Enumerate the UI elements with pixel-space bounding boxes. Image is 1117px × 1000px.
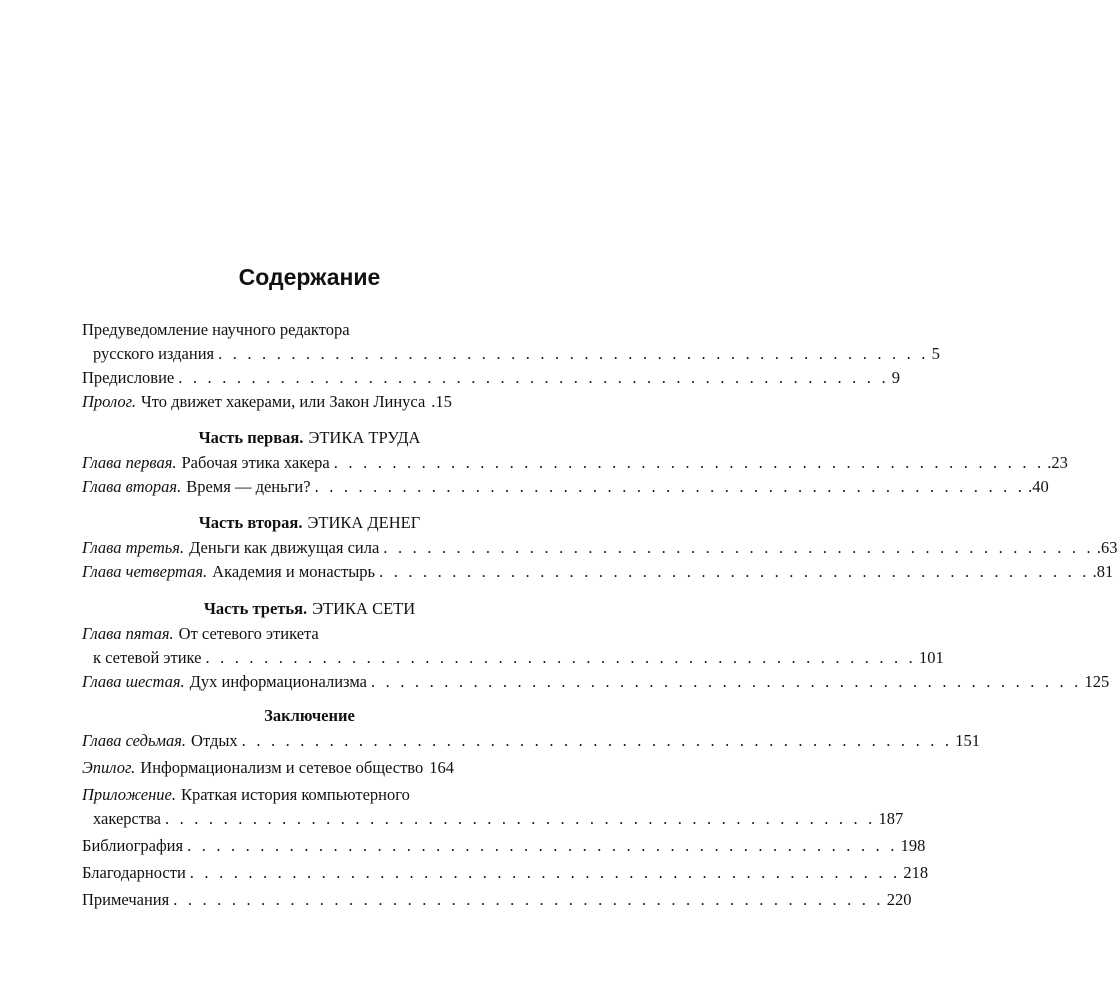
toc-entry-text: Рабочая этика хакера (181, 453, 330, 472)
toc-leader-dots: . . . . . . . . . . . . . . . . . . . . . . . . . . . . . . . . . . . . . . . . . . . . . . . . . (241, 731, 953, 750)
toc-entry-bibliography (82, 834, 926, 858)
toc-entry-text: хакерства (93, 809, 161, 828)
toc-entry-appendix (82, 783, 513, 807)
toc-page-number: .63 (1096, 538, 1117, 557)
toc-page-number: 164 (429, 758, 454, 777)
part-name: ЭТИКА ДЕНЕГ (307, 513, 421, 532)
toc-entry-editor-note-cont (93, 342, 940, 366)
toc-leader-dots: . . . . . . . . . . . . . . . . . . . . . . . . . . . . . . . . . . . . . . . . . . . . . . . . . (314, 477, 1026, 496)
toc-entry-prefix: Глава пятая. (82, 624, 174, 643)
toc-entry-chapter-2 (82, 475, 1049, 499)
part-heading-three (0, 597, 619, 621)
toc-leader-dots: . . . . . . . . . . . . . . . . . . . . . . . . . . . . . . . . . . . . . . . . . . . . . . . . . (383, 538, 1094, 557)
toc-entry-text: Что движет хакерами, или Закон Линуса (141, 392, 426, 411)
toc-entry-editor-note (82, 318, 513, 342)
toc-entry-chapter-5-cont (93, 646, 944, 670)
part-label: Часть вторая. (198, 513, 303, 532)
toc-leader-dots: . . . . . . . . . . . . . . . . . . . . . . . . . . . . . . . . . . . . . . . . . . . . . . . . . (173, 890, 884, 909)
part-label: Часть первая. (198, 428, 304, 447)
toc-entry-text: Деньги как движущая сила (189, 538, 380, 557)
toc-leader-dots: . . . . . . . . . . . . . . . . . . . . . . . . . . . . . . . . . . . . . . . . . . . . . . . . . (333, 453, 1045, 472)
toc-entry-chapter-3 (82, 536, 1117, 560)
toc-entry-text: Информационализм и сетевое общество (140, 758, 424, 777)
toc-page-number: .81 (1092, 562, 1114, 581)
toc-leader-dots: . . . . . . . . . . . . . . . . . . . . . . . . . . . . . . . . . . . . . . . . . . . . . . . . . (178, 368, 889, 387)
toc-entry-appendix-cont (93, 807, 904, 831)
toc-entry-prefix: Глава вторая. (82, 477, 182, 496)
toc-entry-notes (82, 888, 912, 912)
toc-entry-chapter-7 (82, 729, 980, 753)
toc-entry-prefix: Глава седьмая. (82, 731, 187, 750)
part-heading-two (0, 511, 619, 535)
toc-page-number: 5 (931, 344, 940, 363)
toc-leader-dots: . . . . . . . . . . . . . . . . . . . . . . . . . . . . . . . . . . . . . . . . . . . . . . . . . (187, 836, 898, 855)
toc-entry-chapter-1 (82, 451, 1068, 475)
toc-entry-text: Дух информационализма (189, 672, 367, 691)
toc-entry-text: Отдых (191, 731, 238, 750)
toc-entry-text: От сетевого этикета (178, 624, 319, 643)
toc-entry-prefix: Глава первая. (82, 453, 177, 472)
toc-page-number: 151 (955, 731, 980, 750)
toc-entry-text: Краткая история компьютерного (181, 785, 410, 804)
toc-entry-text: русского издания (93, 344, 215, 363)
page-title: Содержание (238, 264, 381, 290)
toc-entry-text: Время — деньги? (186, 477, 311, 496)
toc-entry-text: Библиография (82, 836, 184, 855)
toc-page-number: 101 (919, 648, 944, 667)
toc-entry-prefix: Глава шестая. (82, 672, 185, 691)
toc-entry-prefix: Эпилог. (82, 758, 136, 777)
toc-page-number: 187 (878, 809, 904, 828)
toc-leader-dots: . . . . . . . . . . . . . . . . . . . . . . . . . . . . . . . . . . . . . . . . . . . . . . . . . (164, 809, 876, 828)
toc-entry-prefix: Приложение. (82, 785, 176, 804)
toc-entry-prologue (82, 390, 513, 414)
part-label: Часть третья. (203, 599, 308, 618)
toc-entry-epilogue (82, 756, 513, 780)
toc-entry-prefix: Пролог. (82, 392, 136, 411)
part-heading-one (0, 426, 619, 450)
toc-page-number: .40 (1028, 477, 1049, 496)
toc-entry-text: Примечания (82, 890, 170, 909)
toc-page-number: .15 (431, 392, 452, 411)
toc-leader-dots: . . . . . . . . . . . . . . . . . . . . . . . . . . . . . . . . . . . . . . . . . . . . . . . . . (189, 863, 901, 882)
toc-leader-dots: . . . . . . . . . . . . . . . . . . . . . . . . . . . . . . . . . . . . . . . . . . . . . . . . . (370, 672, 1082, 691)
toc-entry-preface (82, 366, 901, 390)
toc-entry-acknowledgments (82, 861, 929, 885)
toc-page-number: 9 (891, 368, 901, 387)
toc-page-number: 220 (886, 890, 912, 909)
toc-entry-text: к сетевой этике (93, 648, 202, 667)
toc-entry-text: Предуведомление научного редактора (82, 320, 350, 339)
toc-entry-chapter-5 (82, 622, 513, 646)
part-name: ЭТИКА СЕТИ (312, 599, 416, 618)
toc-page-number: 218 (903, 863, 929, 882)
toc-entry-chapter-6 (82, 670, 1110, 694)
toc-entry-text: Благодарности (82, 863, 186, 882)
toc-entry-text: Предисловие (82, 368, 175, 387)
toc-entry-prefix: Глава третья. (82, 538, 185, 557)
toc-entry-prefix: Глава четвертая. (82, 562, 208, 581)
toc-entry-chapter-4 (82, 560, 1114, 584)
toc-page-number: 198 (900, 836, 926, 855)
toc-page-number: .23 (1047, 453, 1068, 472)
toc-page-number: 125 (1084, 672, 1110, 691)
part-label: Заключение (264, 706, 355, 725)
part-name: ЭТИКА ТРУДА (308, 428, 421, 447)
toc-leader-dots: . . . . . . . . . . . . . . . . . . . . . . . . . . . . . . . . . . . . . . . . . . . . . . . . . (205, 648, 916, 667)
toc-leader-dots: . . . . . . . . . . . . . . . . . . . . . . . . . . . . . . . . . . . . . . . . . . . . . . . . . (218, 344, 929, 363)
toc-entry-text: Академия и монастырь (212, 562, 376, 581)
toc-leader-dots: . . . . . . . . . . . . . . . . . . . . . . . . . . . . . . . . . . . . . . . . . . . . . . . . . (379, 562, 1090, 581)
part-heading-conclusion (0, 704, 619, 728)
